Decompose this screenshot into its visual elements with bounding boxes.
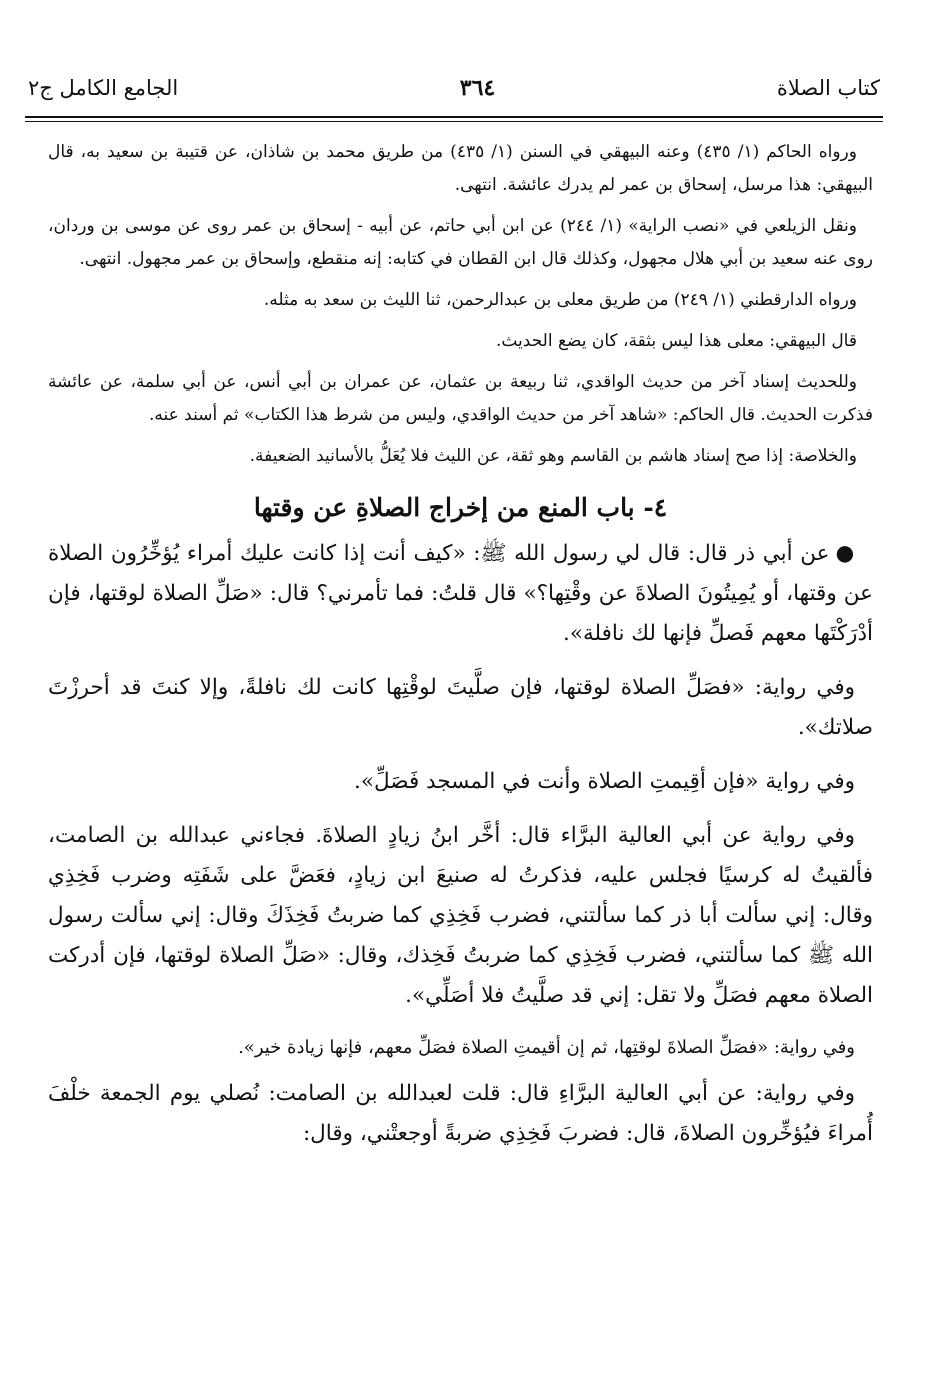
chapter-title: ٤- باب المنع من إخراج الصلاةِ عن وقتها xyxy=(253,493,668,522)
page-content xyxy=(48,136,873,1168)
page-number: ٣٦٤ xyxy=(459,75,496,101)
hadith-section xyxy=(48,534,873,1154)
note-paragraph: والخلاصة: إذا صح إسناد هاشم بن القاسم وهو ثقة، عن الليث فلا يُعَلُّ بالأسانيد الضعيفة. xyxy=(249,446,857,466)
header-rule-thin xyxy=(25,121,883,122)
bullet-icon: ● xyxy=(835,541,855,566)
footnote-section xyxy=(48,136,873,473)
hadith-paragraph: وفي رواية عن أبي العالية البرَّاء قال: أخَّر ابنُ زيادٍ الصلاةَ. فجاءني عبدالله بن الصامت، فألقيتُ له كرسيًا فجلس عليه، فذكرتُ له صنيعَ ابن زيادٍ، فعَضَّ على شَفَتِه وضرب فَخِذِي وقال: إني سألت أبا ذر كما سألتني، فضرب فَخِذِي كما ضربتُ فَخِذَكَ وقال: إني سألت رسول الله ﷺ كما سألتني، فضرب فَخِذِي كما ضربتُ فَخِذك، وقال: «صَلِّ الصلاة لوقتها، فإن أدركت الصلاة معهم فصَلِّ ولا تقل: إني قد صلَّيتُ فلا أصَلِّي». xyxy=(48,823,873,1008)
hadith-paragraph: وفي رواية: عن أبي العالية البرَّاءِ قال: قلت لعبدالله بن الصامت: نُصلي يوم الجمعة خلْفَ أُمراءَ فيُؤخِّرون الصلاةَ، قال: فضربَ فَخِذِي ضربةً أوجعتْني، وقال: xyxy=(48,1081,873,1146)
hadith-paragraph xyxy=(48,534,873,654)
hadith-paragraph: وفي رواية: «فصَلِّ الصلاة لوقتها، فإن صلَّيتَ لوقْتِها كانت لك نافلةً، وإلا كنتَ قد أحرزْتَ صلاتك». xyxy=(48,675,873,740)
note-paragraph: وللحديث إسناد آخر من حديث الواقدي، ثنا ربيعة بن عثمان، عن عمران بن أبي أنس، عن أبي سلمة، عن عائشة فذكرت الحديث. قال الحاكم: «شاهد آخر من حديث الواقدي، وليس من شرط هذا الكتاب» ثم أسند عنه. xyxy=(48,372,873,425)
header-book-title: كتاب الصلاة xyxy=(776,76,880,100)
running-header xyxy=(28,68,880,108)
note-paragraph: ونقل الزيلعي في «نصب الراية» (١/ ٢٤٤) عن ابن أبي حاتم، عن أبيه - إسحاق بن عمر روى عن موسى بن وردان، روى عنه سعيد بن أبي هلال مجهول، وكذلك قال ابن القطان في كتابه: إنه منقطع، وإسحاق بن عمر مجهول. انتهى. xyxy=(48,216,873,269)
header-rule-thick xyxy=(25,116,883,118)
hadith-paragraph: وفي رواية «فإن أقِيمتِ الصلاة وأنت في المسجد فَصَلِّ». xyxy=(354,769,855,794)
hadith-text: عن أبي ذر قال: قال لي رسول الله ﷺ: «كيف أنت إذا كانت عليك أمراء يُؤخِّرُون الصلاة عن وقتها، أو يُمِيتُونَ الصلاةَ عن وقْتِها؟» قال قلتُ: فما تأمرني؟ قال: «صَلِّ الصلاة لوقتها، فإن أدْرَكْتَها معهم فَصلِّ فإنها لك نافلة». xyxy=(48,541,873,646)
hadith-paragraph: وفي رواية: «فصَلِّ الصلاةَ لوقتِها، ثم إن أقيمتِ الصلاة فصَلِّ معهم، فإنها زيادة خير». xyxy=(238,1037,855,1058)
note-paragraph: ورواه الدارقطني (١/ ٢٤٩) من طريق معلى بن عبدالرحمن، ثنا الليث بن سعد به مثله. xyxy=(263,290,857,310)
header-volume-title: الجامع الكامل ج٢ xyxy=(28,76,179,100)
note-paragraph: ورواه الحاكم (١/ ٤٣٥) وعنه البيهقي في السنن (١/ ٤٣٥) من طريق محمد بن شاذان، عن قتيبة بن سعيد به، قال البيهقي: هذا مرسل، إسحاق بن عمر لم يدرك عائشة. انتهى. xyxy=(48,142,873,195)
note-paragraph: قال البيهقي: معلى هذا ليس بثقة، كان يضع الحديث. xyxy=(495,331,857,351)
